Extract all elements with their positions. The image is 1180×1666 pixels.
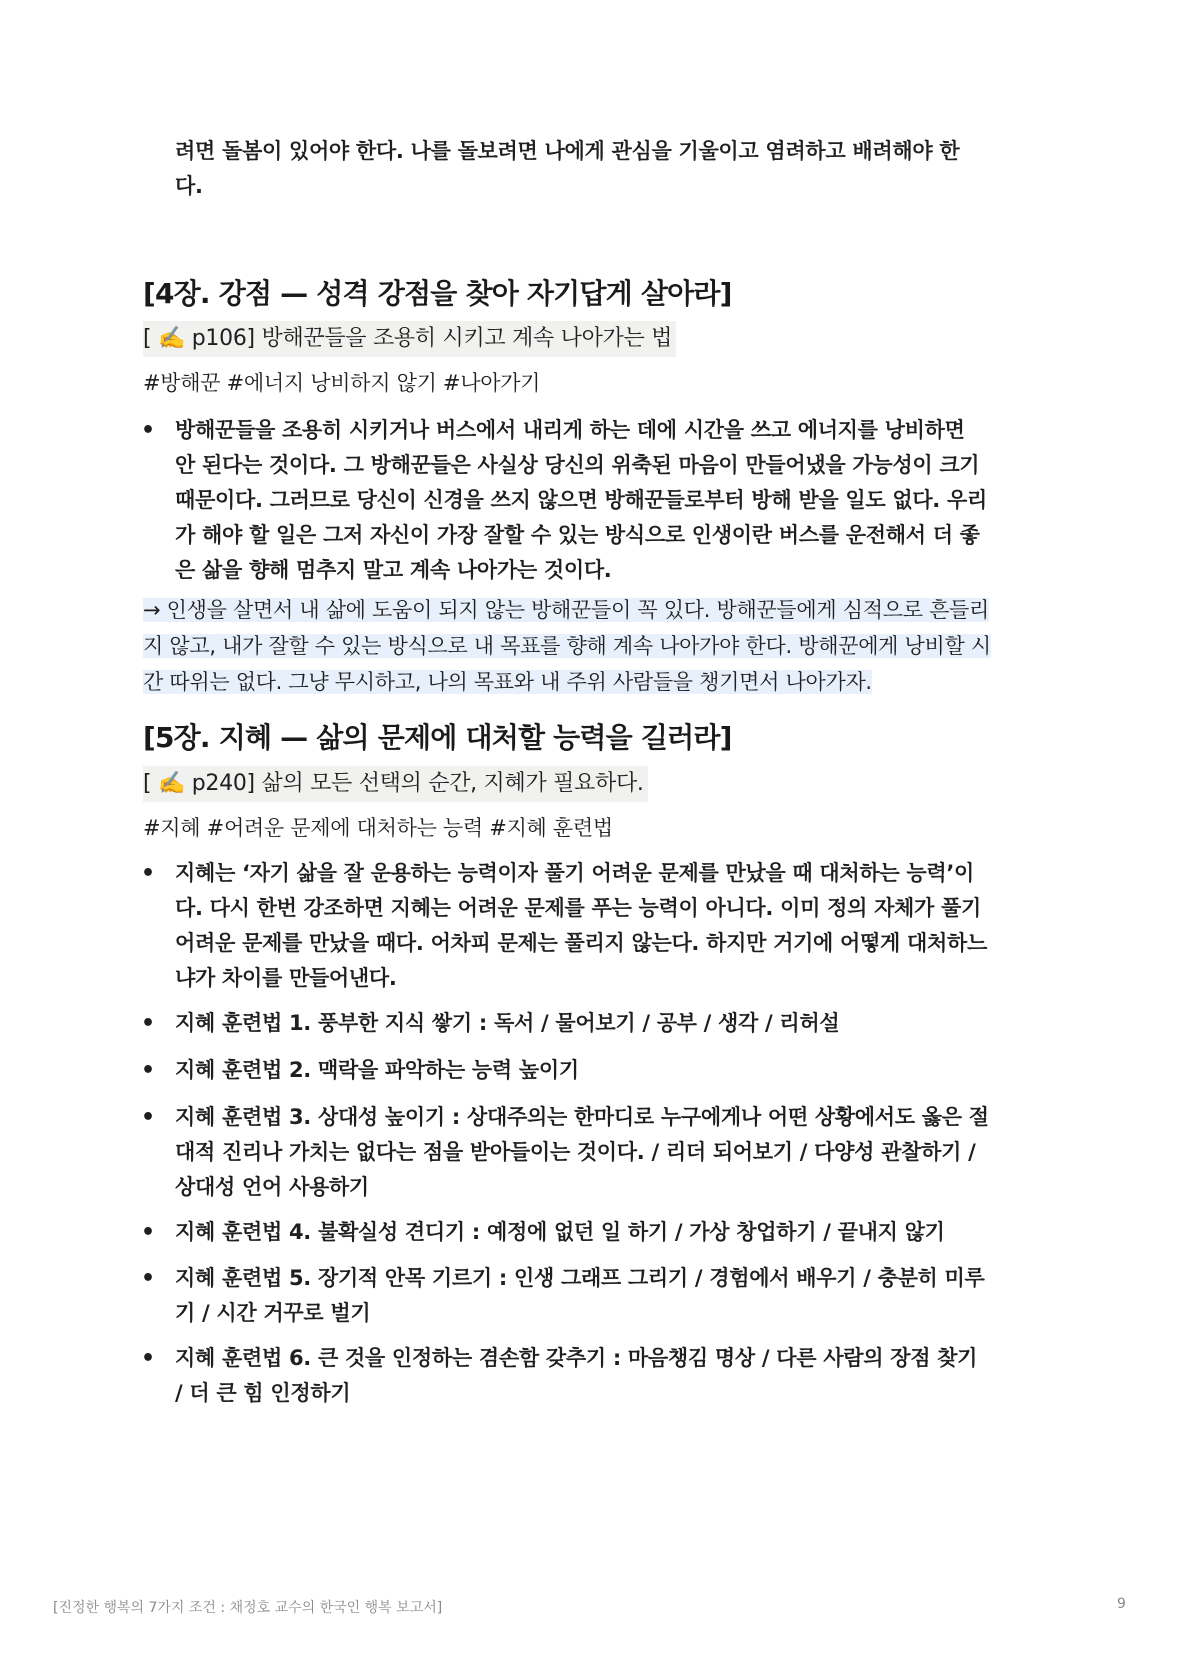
chapter5-bullet-list-6 (131, 1261, 989, 1331)
chapter5-bullet-list (131, 856, 989, 996)
chapter5-quote-prefix: [ ✍️ p240] (143, 771, 262, 796)
chapter4-quote-text: 방해꾼들을 조용히 시키고 계속 나아가는 법 (261, 326, 673, 351)
list-item: • 지혜 훈련법 2. 맥락을 파악하는 능력 높이기 (131, 1053, 989, 1088)
footer-book-title: [진정한 행복의 7가지 조건 : 채정호 교수의 한국인 행복 보고서] (53, 1600, 443, 1616)
chapter4-quote (143, 321, 1043, 357)
chapter4-note-text: → 인생을 살면서 내 삶에 도움이 되지 않는 방해꾼들이 꼭 있다. 방해꾼들에게 심적으로 흔들리지 않고, 내가 잘할 수 있는 방식으로 내 목표를 향해 계속 나아가야 한다. 방해꾼에게 낭비할 시간 따위는 없다. 그냥 무시하고, 나의 목표와 내 주위 사람들을 챙기면서 나아가자. (143, 598, 991, 694)
chapter4-quote-prefix: [ ✍️ p106] (143, 326, 262, 351)
list-item: • 지혜 훈련법 4. 불확실성 견디기 : 예정에 없던 일 하기 / 가상 창업하기 / 끝내지 않기 (131, 1215, 989, 1250)
list-item: • 지혜 훈련법 1. 풍부한 지식 쌓기 : 독서 / 물어보기 / 공부 / 생각 / 리허설 (131, 1006, 989, 1041)
chapter5-tags: #지혜 #어려운 문제에 대처하는 능력 #지혜 훈련법 (143, 816, 613, 840)
chapter4-quote-box (143, 321, 676, 357)
footer-page-number: 9 (1117, 1596, 1126, 1612)
chapter5-quote (143, 766, 1043, 802)
chapter5-heading: [5장. 지혜 — 삶의 문제에 대처할 능력을 길러라] (143, 721, 732, 754)
chapter4-note (143, 592, 993, 700)
list-item: • 방해꾼들을 조용히 시키거나 버스에서 내리게 하는 데에 시간을 쓰고 에너지를 낭비하면 안 된다는 것이다. 그 방해꾼들은 사실상 당신의 위축된 마음이 만들어냈을 가능성이 크기 때문이다. 그러므로 당신이 신경을 쓰지 않으면 방해꾼들로부터 방해 받을 일도 없다. 우리가 해야 할 일은 그저 자신이 가장 잘할 수 있는 방식으로 인생이란 버스를 운전해서 더 좋은 삶을 향해 멈추지 말고 계속 나아가는 것이다. (131, 413, 989, 588)
chapter5-bullet-list-4 (131, 1100, 989, 1205)
chapter4-heading: [4장. 강점 — 성격 강점을 찾아 자기답게 살아라] (143, 277, 732, 310)
chapter5-bullet-list-2 (131, 1006, 989, 1041)
list-item: • 지혜 훈련법 3. 상대성 높이기 : 상대주의는 한마디로 누구에게나 어떤 상황에서도 옳은 절대적 진리나 가치는 없다는 점을 받아들이는 것이다. / 리더 되어보기 / 다양성 관찰하기 / 상대성 언어 사용하기 (131, 1100, 989, 1205)
chapter5-quote-box (143, 766, 648, 802)
chapter5-bullet-list-5 (131, 1215, 989, 1250)
chapter4-tags: #방해꾼 #에너지 낭비하지 않기 #나아가기 (143, 371, 541, 395)
chapter4-bullet-list (131, 413, 989, 588)
chapter5-bullet-list-7 (131, 1341, 989, 1411)
list-item: • 지혜 훈련법 5. 장기적 안목 기르기 : 인생 그래프 그리기 / 경험에서 배우기 / 충분히 미루기 / 시간 거꾸로 벌기 (131, 1261, 989, 1331)
chapter5-bullet-list-3 (131, 1053, 989, 1088)
list-item: • 지혜 훈련법 6. 큰 것을 인정하는 겸손함 갖추기 : 마음챙김 명상 / 다른 사람의 장점 찾기 / 더 큰 힘 인정하기 (131, 1341, 989, 1411)
chapter5-quote-text: 삶의 모든 선택의 순간, 지혜가 필요하다. (261, 771, 644, 796)
intro-paragraph: 려면 돌봄이 있어야 한다. 나를 돌보려면 나에게 관심을 기울이고 염려하고 배려해야 한다. (175, 139, 960, 198)
list-item: • 지혜는 ‘자기 삶을 잘 운용하는 능력이자 풀기 어려운 문제를 만났을 때 대처하는 능력’이다. 다시 한번 강조하면 지혜는 어려운 문제를 푸는 능력이 아니다. 이미 정의 자체가 풀기 어려운 문제를 만났을 때다. 어차피 문제는 풀리지 않는다. 하지만 거기에 어떻게 대처하느냐가 차이를 만들어낸다. (131, 856, 989, 996)
